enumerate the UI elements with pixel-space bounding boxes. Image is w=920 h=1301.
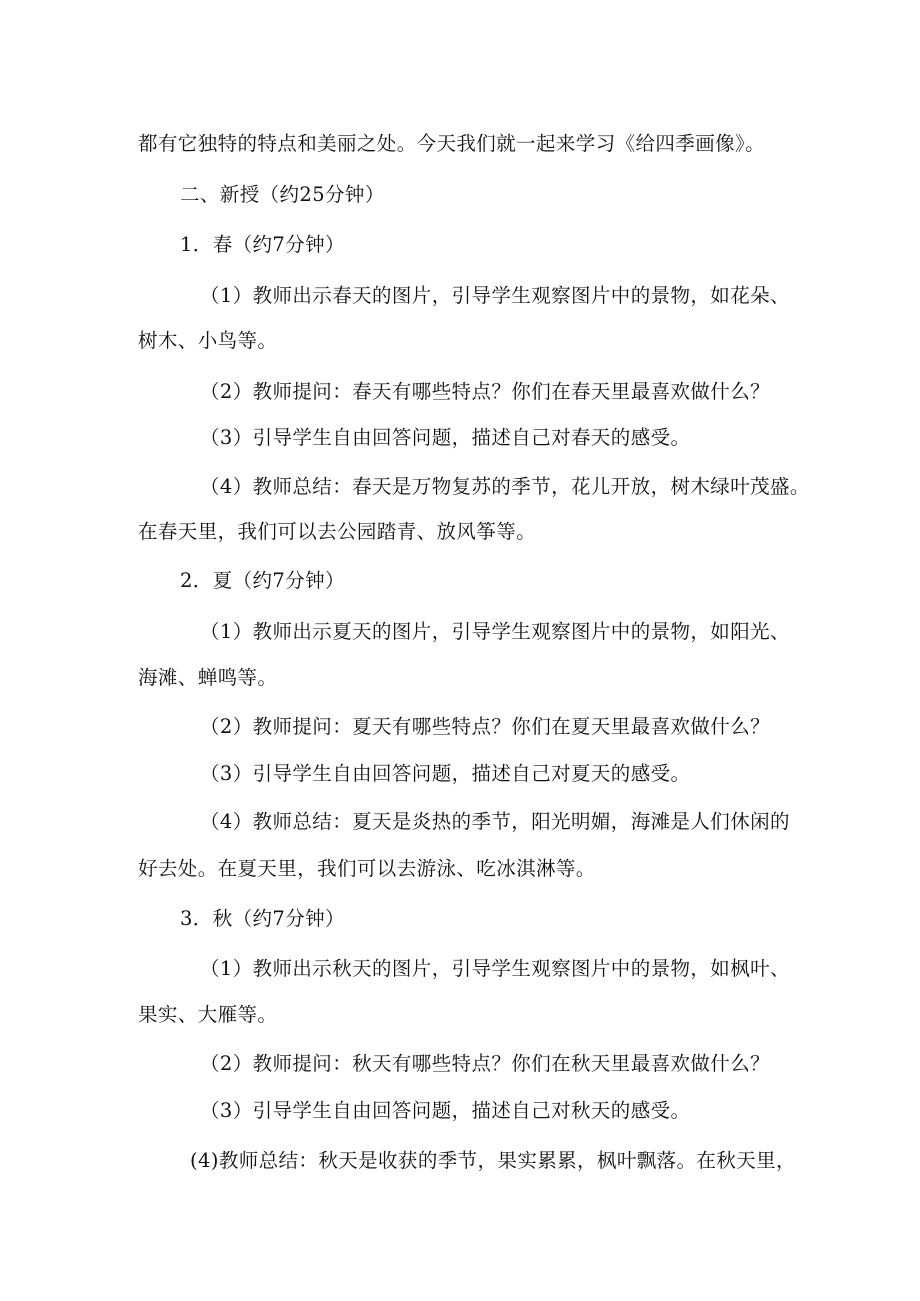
heading-spring: 1．春（约7分钟） — [180, 233, 345, 256]
text-line-summer-1a: （1）教师出示夏天的图片，引导学生观察图片中的景物，如阳光、 — [200, 620, 790, 643]
text-line-spring-1a: （1）教师出示春天的图片，引导学生观察图片中的景物，如花朵、 — [200, 284, 790, 307]
text-line-summer-4b: 好去处。在夏天里，我们可以去游泳、吃冰淇淋等。 — [138, 857, 596, 880]
heading-autumn: 3．秋（约7分钟） — [180, 907, 345, 930]
text-line-autumn-4a: (4)教师总结：秋天是收获的季节，果实累累，枫叶飘落。在秋天里， — [190, 1149, 796, 1172]
text-line-autumn-2: （2）教师提问：秋天有哪些特点？你们在秋天里最喜欢做什么？ — [200, 1052, 771, 1075]
text-line-autumn-1a: （1）教师出示秋天的图片，引导学生观察图片中的景物，如枫叶、 — [200, 957, 790, 980]
text-line-intro-end: 都有它独特的特点和美丽之处。今天我们就一起来学习《给四季画像》。 — [138, 132, 766, 155]
text-line-summer-4a: （4）教师总结：夏天是炎热的季节，阳光明媚，海滩是人们休闲的 — [200, 810, 790, 833]
text-line-spring-2: （2）教师提问：春天有哪些特点？你们在春天里最喜欢做什么？ — [200, 380, 771, 403]
heading-summer: 2．夏（约7分钟） — [180, 569, 345, 592]
text-line-autumn-3: （3）引导学生自由回答问题，描述自己对秋天的感受。 — [200, 1099, 691, 1122]
text-line-spring-4b: 在春天里，我们可以去公园踏青、放风筝等。 — [138, 520, 537, 543]
text-line-spring-3: （3）引导学生自由回答问题，描述自己对春天的感受。 — [200, 426, 691, 449]
text-line-spring-4a: （4）教师总结：春天是万物复苏的季节，花儿开放，树木绿叶茂盛。 — [200, 475, 810, 498]
text-line-summer-3: （3）引导学生自由回答问题，描述自己对夏天的感受。 — [200, 762, 691, 785]
text-line-summer-1b: 海滩、蝉鸣等。 — [138, 666, 278, 689]
text-line-spring-1b: 树木、小鸟等。 — [138, 329, 278, 352]
text-line-summer-2: （2）教师提问：夏天有哪些特点？你们在夏天里最喜欢做什么？ — [200, 715, 771, 738]
heading-new-lesson: 二、新授（约25分钟） — [180, 183, 385, 206]
text-line-autumn-1b: 果实、大雁等。 — [138, 1003, 278, 1026]
